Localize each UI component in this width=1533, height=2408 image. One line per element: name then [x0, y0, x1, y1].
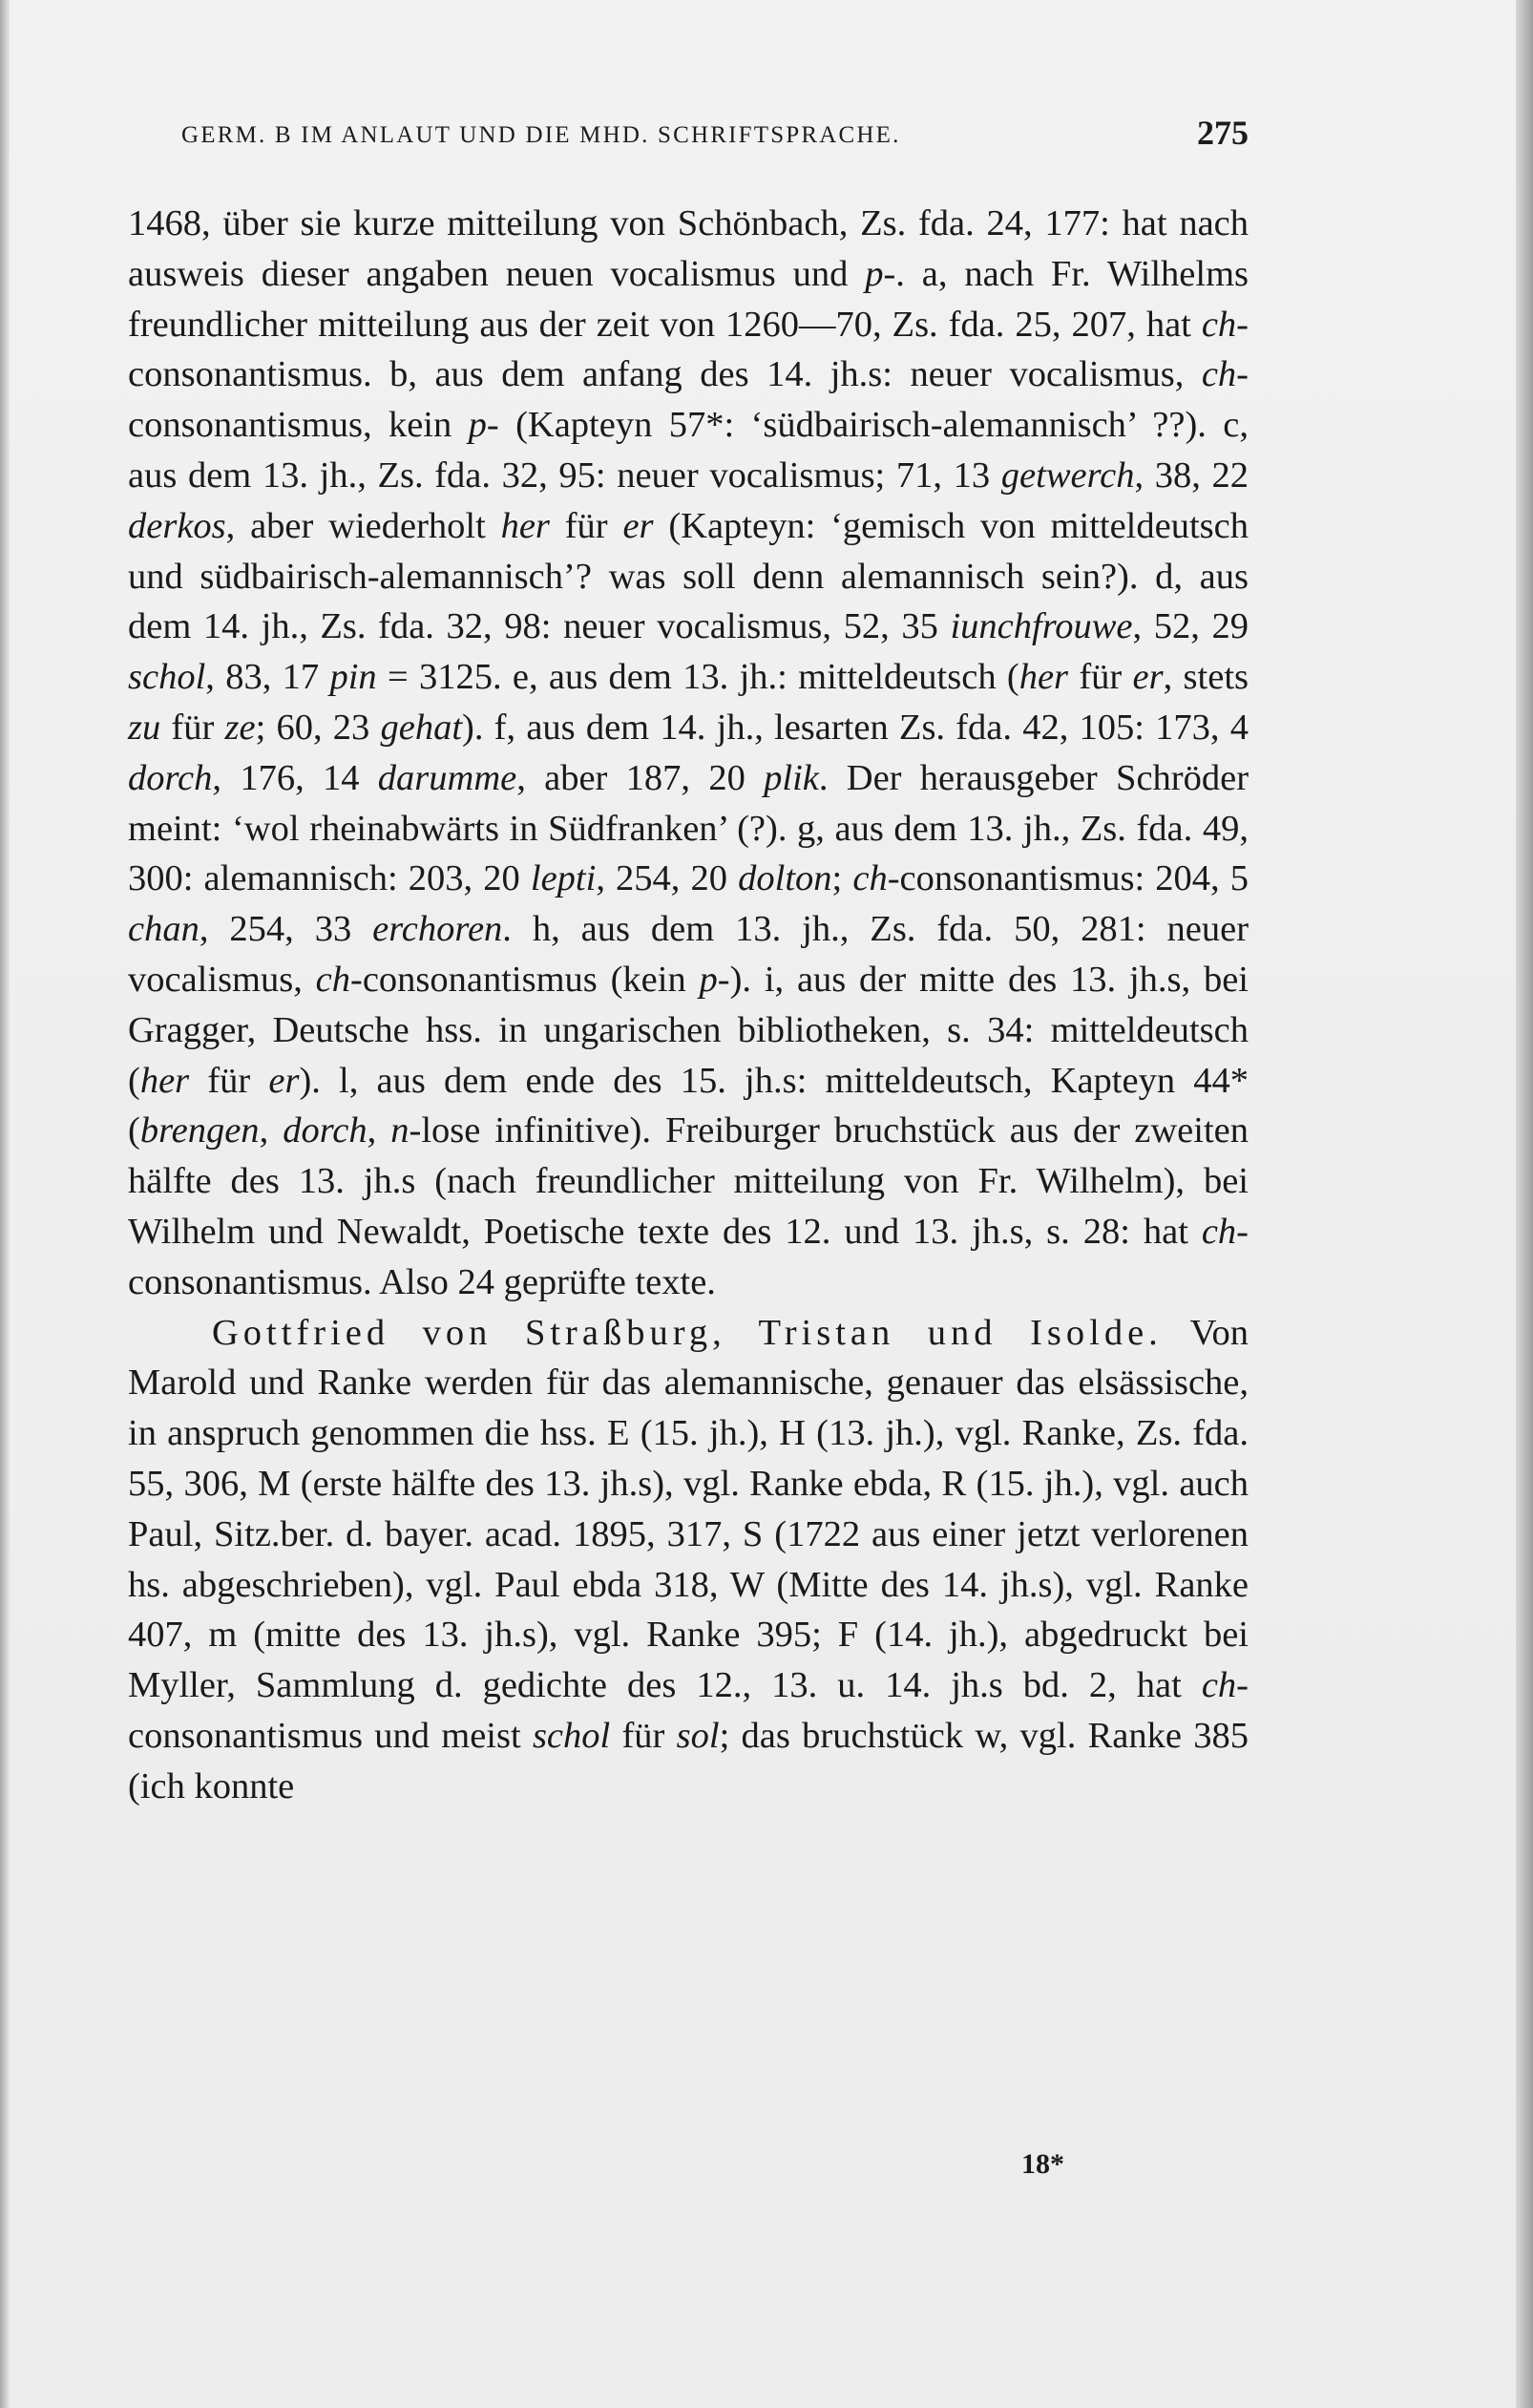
text-run: ,	[367, 1110, 391, 1151]
italic-term: erchoren	[372, 909, 503, 950]
text-run: , 38, 22	[1134, 454, 1249, 496]
text-run: für	[189, 1060, 269, 1101]
text-run: -lose infinitive). Freiburger bruchstück aus der zweiten hälfte des 13. jh.s (nach freundlicher mitteilung von Fr. Wilhelm), bei Wilhelm und Newaldt, Poetische texte des 12. und 13. jh.s, s. 28: hat	[128, 1110, 1250, 1252]
text-run: für	[610, 1715, 677, 1756]
italic-term: er	[268, 1060, 300, 1101]
text-run: -. a, nach Fr. Wilhelms freundlicher mitteilung aus der zeit von 1260—70, Zs. fda. 25, 207, hat	[128, 253, 1249, 345]
italic-term: zu	[128, 707, 161, 748]
italic-term: chan	[128, 909, 200, 950]
italic-term: ch	[1201, 354, 1237, 395]
italic-term: er	[1132, 657, 1164, 698]
body-text	[128, 199, 1249, 1812]
italic-term: plik	[764, 757, 819, 798]
italic-term: pin	[329, 657, 377, 698]
text-run: . Der herausgeber Schröder meint: ‘wol rheinabwärts in Südfranken’ (?). g, aus dem 13. jh., Zs. fda. 49, 300: alemannisch: 203, 20	[128, 757, 1250, 899]
text-run: für	[160, 707, 225, 748]
signature-mark: 18*	[1021, 2148, 1064, 2180]
text-run: -consonantismus. b, aus dem anfang des 14. jh.s: neuer vocalismus,	[128, 304, 1249, 395]
text-run: - (Kapteyn 57*: ‘südbairisch-alemannisch’ ??). c, aus dem 13. jh., Zs. fda. 32, 95: neuer vocalismus; 71, 13	[128, 405, 1249, 496]
text-run: , 83, 17	[205, 657, 330, 698]
italic-term: her	[139, 1060, 190, 1101]
italic-term: p	[865, 253, 884, 294]
italic-term: schol	[532, 1715, 611, 1756]
text-run: ; 60, 23	[255, 707, 381, 748]
text-run: für	[549, 505, 623, 546]
italic-term: n	[390, 1110, 410, 1151]
text-run: , aber wiederholt	[225, 505, 501, 546]
italic-term: her	[1018, 657, 1069, 698]
text-run: ;	[831, 858, 853, 899]
text-run: 1468, über sie kurze mitteilung von Schönbach, Zs. fda. 24, 177: hat nach ausweis dieser angaben neuen vocalismus und	[128, 203, 1249, 294]
text-run: -consonantismus: 204, 5	[887, 858, 1250, 899]
italic-term: er	[622, 505, 654, 546]
italic-term: dolton	[738, 858, 832, 899]
text-run: , 176, 14	[212, 757, 378, 798]
page-header	[181, 113, 1249, 160]
text-run: für	[1068, 657, 1133, 698]
italic-term: ch	[852, 858, 888, 899]
italic-term: getwerch	[1000, 454, 1135, 496]
text-run: -). i, aus der mitte des 13. jh.s, bei Gragger, Deutsche hss. in ungarischen bibliotheken, s. 34: mitteldeutsch (	[128, 959, 1249, 1101]
paragraph-1	[128, 199, 1249, 1308]
text-run: (Kapteyn: ‘gemisch von mitteldeutsch und südbairisch-alemannisch’? was soll denn alemannisch sein?). d, aus dem 14. jh., Zs. fda. 32, 98: neuer vocalismus, 52, 35	[128, 505, 1249, 647]
text-run: , 254, 20	[596, 858, 739, 899]
text-run: , 52, 29	[1132, 606, 1249, 647]
italic-term: ch	[1201, 1665, 1237, 1706]
italic-term: ch	[1201, 1211, 1237, 1252]
text-run: -consonantismus und meist	[128, 1665, 1249, 1756]
page-number: 275	[1197, 114, 1249, 152]
text-run: -consonantismus. Also 24 geprüfte texte.	[128, 1211, 1249, 1302]
italic-term: darumme	[377, 757, 517, 798]
italic-term: dorch	[128, 757, 213, 798]
italic-term: lepti	[530, 858, 597, 899]
italic-term: derkos	[128, 505, 226, 546]
italic-term: gehat	[380, 707, 463, 748]
text-run: ). f, aus dem 14. jh., lesarten Zs. fda. 42, 105: 173, 4	[462, 707, 1249, 748]
section-title: Gottfried von Straßburg, Tristan und Isolde.	[212, 1312, 1163, 1353]
running-head: GERM. B IM ANLAUT UND DIE MHD. SCHRIFTSPRACHE.	[181, 122, 901, 148]
page-shadow-right	[1516, 0, 1533, 2408]
text-run: , stets	[1163, 657, 1250, 698]
italic-term: dorch	[283, 1110, 368, 1151]
text-run: -consonantismus (kein	[350, 959, 700, 1000]
italic-term: p	[468, 405, 487, 446]
italic-term: ze	[224, 707, 256, 748]
italic-term: iunchfrouwe	[950, 606, 1133, 647]
italic-term: sol	[676, 1715, 720, 1756]
italic-term: p	[699, 959, 718, 1000]
paragraph-2	[128, 1308, 1249, 1812]
italic-term: her	[500, 505, 550, 546]
text-run: . h, aus dem 13. jh., Zs. fda. 50, 281: neuer vocalismus,	[128, 909, 1250, 1000]
page-shadow-left	[0, 0, 10, 2408]
text-run: -consonantismus, kein	[128, 354, 1249, 446]
text-run: Von Marold und Ranke werden für das alemannische, genauer das elsässische, in anspruch genommen die hss. E (15. jh.), H (13. jh.), vgl. Ranke, Zs. fda. 55, 306, M (erste hälfte des 13. jh.s), vgl. Ranke ebda, R (15. jh.), vgl. auch Paul, Sitz.ber. d. bayer. acad. 1895, 317, S (1722 aus einer jetzt verlorenen hs. abgeschrieben), vgl. Paul ebda 318, W (Mitte des 14. jh.s), vgl. Ranke 407, m (mitte des 13. jh.s), vgl. Ranke 395; F (14. jh.), abgedruckt bei Myller, Sammlung d. gedichte des 12., 13. u. 14. jh.s bd. 2, hat	[128, 1312, 1249, 1706]
italic-term: ch	[1201, 304, 1237, 345]
text-run: ,	[259, 1110, 284, 1151]
text-run: , 254, 33	[199, 909, 373, 950]
italic-term: schol	[128, 657, 206, 698]
text-run: ; das bruchstück w, vgl. Ranke 385 (ich konnte	[128, 1715, 1249, 1806]
text-run: , aber 187, 20	[516, 757, 765, 798]
text-run: ). l, aus dem ende des 15. jh.s: mitteldeutsch, Kapteyn 44* (	[128, 1060, 1249, 1151]
text-run: = 3125. e, aus dem 13. jh.: mitteldeutsch (	[376, 657, 1019, 698]
italic-term: brengen	[139, 1110, 260, 1151]
italic-term: ch	[315, 959, 350, 1000]
